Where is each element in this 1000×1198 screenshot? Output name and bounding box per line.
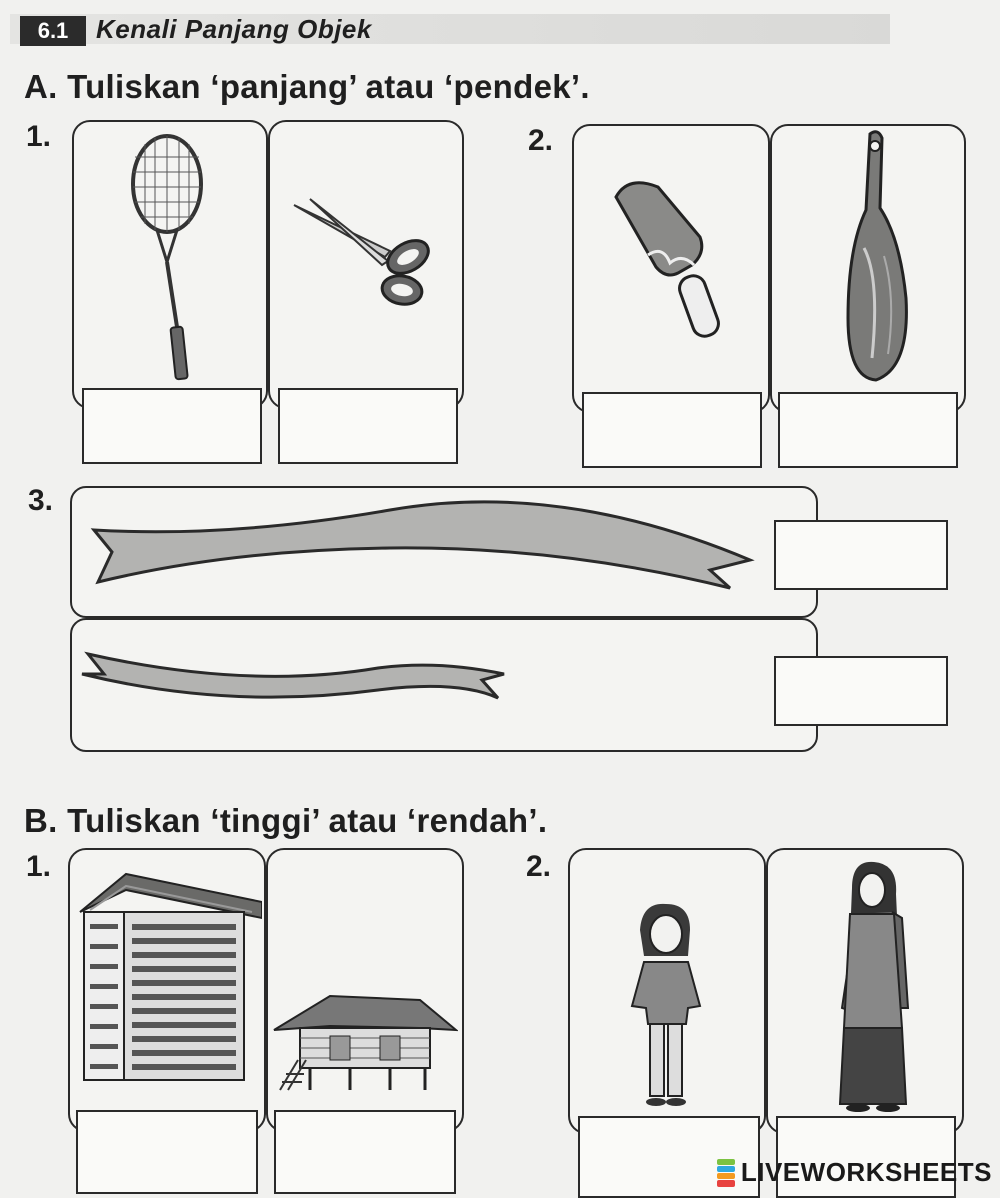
answer-a1-racket-input[interactable] (84, 390, 260, 462)
scissors-icon (290, 195, 450, 315)
woman-icon (822, 858, 918, 1114)
wooden-house-icon (270, 990, 458, 1095)
question-b2-number: 2. (526, 850, 552, 883)
apartment-building-icon (76, 872, 262, 1087)
question-b1-number: 1. (26, 850, 52, 883)
section-b-heading: B. Tuliskan ‘tinggi’ atau ‘rendah’. (24, 802, 548, 839)
topic-number-badge: 6.1 (20, 16, 86, 46)
question-a2-number: 2. (528, 124, 554, 157)
answer-a2-spoon-input[interactable] (780, 394, 956, 466)
answer-b1-house-input[interactable] (276, 1112, 454, 1192)
section-a-heading: A. Tuliskan ‘panjang’ atau ‘pendek’. (24, 68, 590, 105)
liveworksheets-logo (717, 1157, 992, 1188)
answer-a3-short-ribbon-input[interactable] (776, 658, 946, 724)
liveworksheets-text: LIVEWORKSHEETS (740, 1157, 992, 1187)
answer-b1-building[interactable] (76, 1110, 258, 1194)
question-a3-number: 3. (28, 484, 54, 517)
question-a1-number: 1. (26, 120, 52, 153)
answer-a3-long-ribbon[interactable] (774, 520, 948, 590)
answer-a2-spoon[interactable] (778, 392, 958, 468)
answer-b1-house[interactable] (274, 1110, 456, 1194)
answer-a1-scissors-input[interactable] (280, 390, 456, 462)
answer-a1-scissors[interactable] (278, 388, 458, 464)
answer-a2-ice-cream-input[interactable] (584, 394, 760, 466)
answer-a2-ice-cream[interactable] (582, 392, 762, 468)
answer-a3-long-ribbon-input[interactable] (776, 522, 946, 588)
answer-a3-short-ribbon[interactable] (774, 656, 948, 726)
answer-a1-racket[interactable] (82, 388, 262, 464)
short-ribbon-icon (78, 640, 508, 720)
spoon-icon (840, 128, 920, 388)
girl-icon (626, 900, 706, 1110)
answer-b1-building-input[interactable] (78, 1112, 256, 1192)
topic-title: Kenali Panjang Objek (96, 14, 372, 44)
racket-icon (115, 132, 225, 387)
ice-cream-icon (608, 175, 738, 350)
long-ribbon-icon (90, 500, 755, 595)
liveworksheets-mark-icon (717, 1159, 735, 1187)
